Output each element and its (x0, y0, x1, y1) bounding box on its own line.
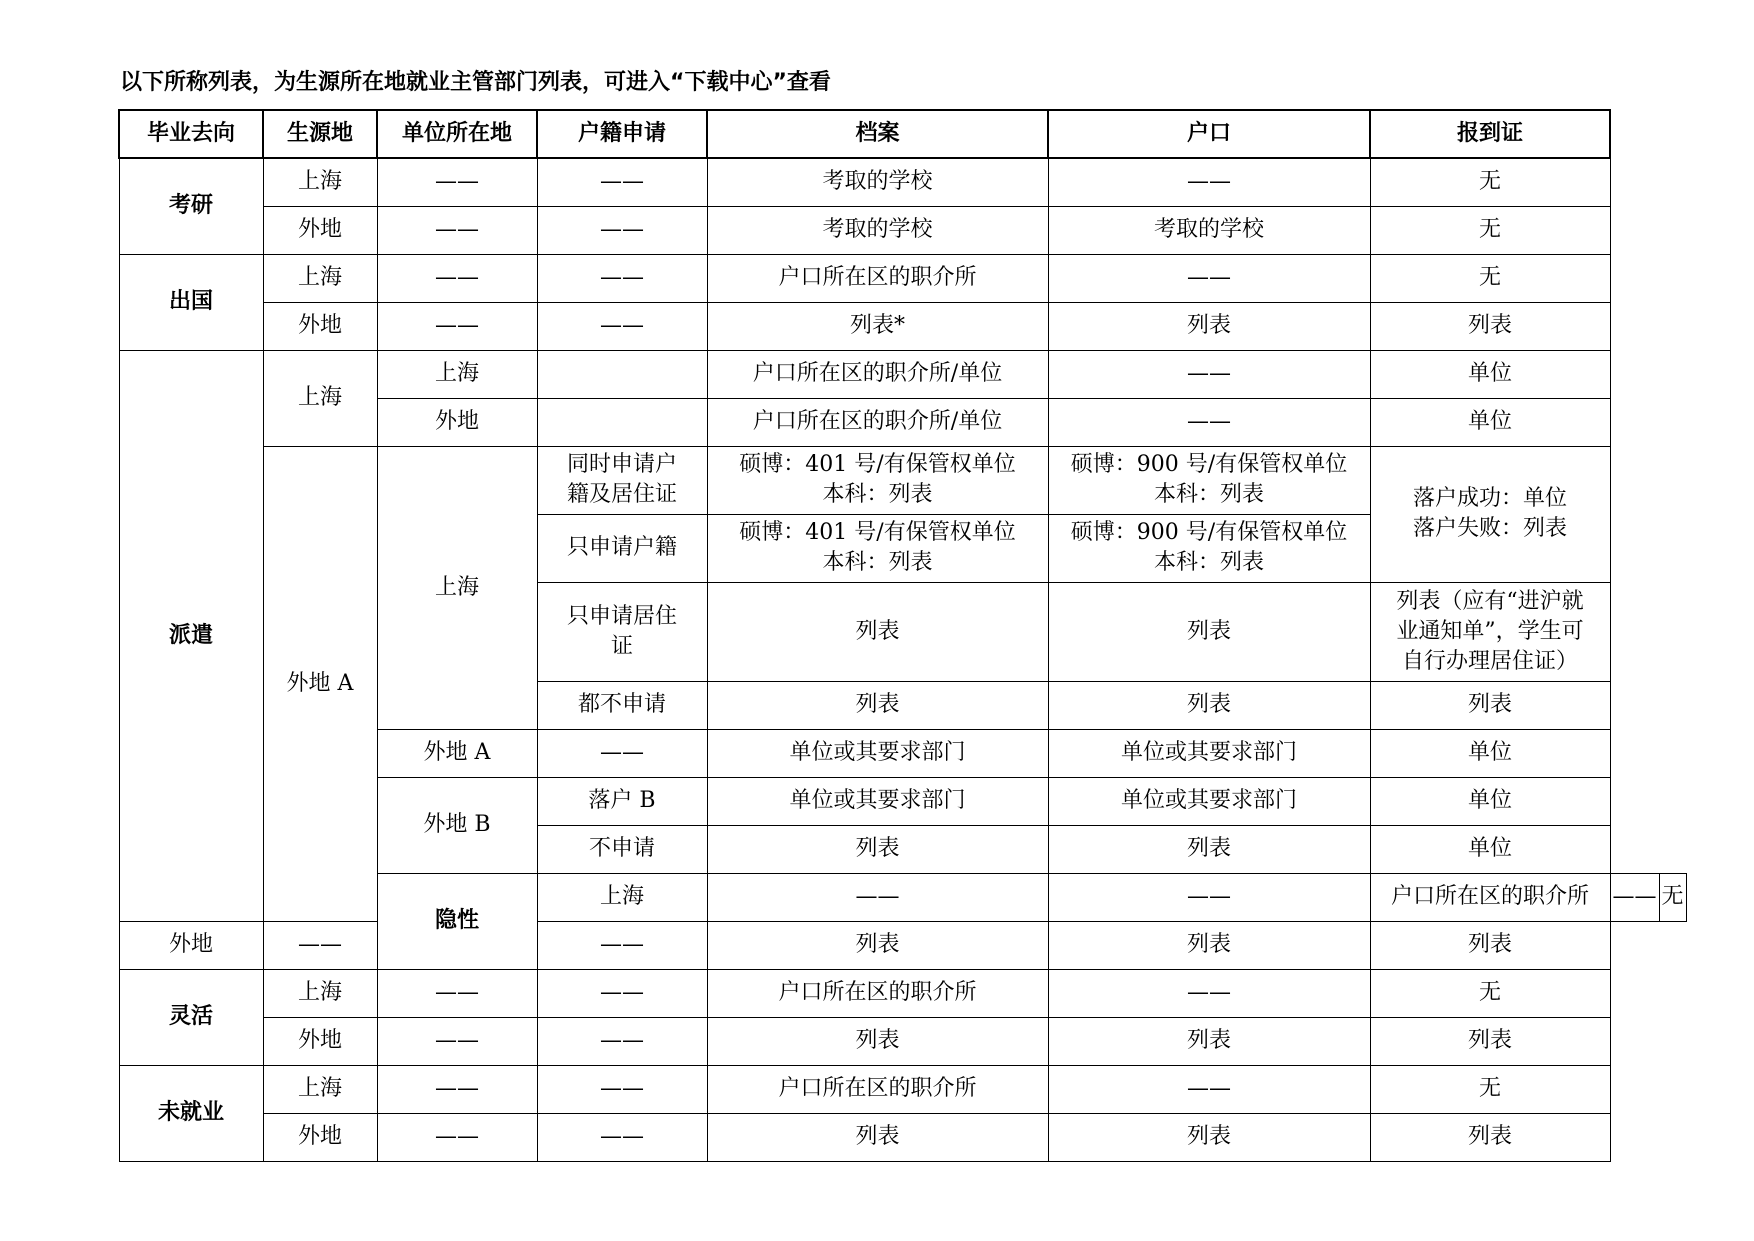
header-hukou-application: 户籍申请 (537, 110, 707, 158)
cell-unit: —— (263, 921, 377, 969)
cell-hukou: 列表 (1048, 582, 1370, 681)
cell-hukou-apply: —— (537, 1113, 707, 1161)
cell-report: 无 (1370, 158, 1610, 206)
cell-archive: 列表* (707, 302, 1048, 350)
cell-report: 单位 (1370, 825, 1610, 873)
cell-line: 本科：列表 (822, 550, 933, 575)
cell-hukou-apply (537, 582, 707, 681)
cell-archive: 户口所在区的职介所/单位 (707, 398, 1048, 446)
cell-line: 硕博：900 号/有保管权单位 (1070, 520, 1348, 545)
cell-hukou-apply: —— (537, 729, 707, 777)
cell-hukou-apply (537, 350, 707, 398)
cell-report (1370, 446, 1610, 582)
group-yinxing: 隐性 (377, 873, 537, 969)
group-weijiuye: 未就业 (119, 1065, 263, 1161)
table-row (119, 254, 1686, 302)
graduate-destination-table (118, 109, 1687, 1162)
cell-hukou: 列表 (1048, 825, 1370, 873)
cell-report: 列表 (1370, 681, 1610, 729)
cell-hukou-apply: —— (537, 921, 707, 969)
table-row (119, 969, 1686, 1017)
cell-archive (707, 514, 1048, 582)
cell-archive: 列表 (707, 1017, 1048, 1065)
cell-archive: 列表 (707, 825, 1048, 873)
cell-origin: 上海 (263, 969, 377, 1017)
cell-archive: 户口所在区的职介所/单位 (707, 350, 1048, 398)
cell-report: 无 (1370, 206, 1610, 254)
cell-unit: —— (377, 302, 537, 350)
group-paiqian: 派遣 (119, 350, 263, 921)
cell-hukou: —— (1610, 873, 1659, 921)
cell-report: 单位 (1370, 398, 1610, 446)
cell-origin: 外地 (119, 921, 263, 969)
cell-hukou: 列表 (1048, 1113, 1370, 1161)
cell-line: 本科：列表 (1153, 482, 1264, 507)
cell-hukou-apply: —— (537, 969, 707, 1017)
cell-hukou: 考取的学校 (1048, 206, 1370, 254)
cell-hukou: —— (1048, 398, 1370, 446)
cell-origin: 上海 (263, 158, 377, 206)
cell-line: 只申请居住 (566, 603, 677, 629)
cell-hukou: —— (1048, 1065, 1370, 1113)
cell-origin: 外地 A (263, 446, 377, 921)
cell-report: 单位 (1370, 350, 1610, 398)
cell-line: 业通知单”，学生可 (1396, 618, 1584, 644)
cell-origin: 外地 (263, 1017, 377, 1065)
cell-unit: 上海 (377, 350, 537, 398)
cell-unit: —— (377, 158, 537, 206)
cell-unit: 外地 (377, 398, 537, 446)
cell-line: 硕博：401 号/有保管权单位 (739, 520, 1016, 545)
cell-hukou-apply: 只申请户籍 (537, 514, 707, 582)
cell-line: 籍及居住证 (566, 482, 677, 507)
header-archive: 档案 (707, 110, 1048, 158)
cell-archive (707, 446, 1048, 514)
cell-archive: 考取的学校 (707, 206, 1048, 254)
cell-unit: 上海 (377, 446, 537, 729)
cell-hukou-apply: —— (537, 206, 707, 254)
table-row (119, 158, 1686, 206)
cell-unit: —— (377, 1113, 537, 1161)
cell-hukou: 单位或其要求部门 (1048, 729, 1370, 777)
cell-unit: —— (377, 254, 537, 302)
cell-report: 列表 (1370, 1113, 1610, 1161)
cell-hukou: 单位或其要求部门 (1048, 777, 1370, 825)
cell-hukou-apply: —— (537, 158, 707, 206)
cell-report: 无 (1370, 254, 1610, 302)
group-linghuo: 灵活 (119, 969, 263, 1065)
cell-hukou (1048, 514, 1370, 582)
cell-line: 硕博：401 号/有保管权单位 (739, 452, 1016, 477)
cell-report: 列表 (1370, 1017, 1610, 1065)
cell-hukou: —— (1048, 350, 1370, 398)
header-report-card: 报到证 (1370, 110, 1610, 158)
cell-report: 无 (1370, 1065, 1610, 1113)
cell-hukou-apply: 不申请 (537, 825, 707, 873)
cell-archive: 户口所在区的职介所 (707, 969, 1048, 1017)
cell-line: 同时申请户 (566, 452, 677, 477)
cell-origin: 外地 (263, 302, 377, 350)
cell-line: 硕博：900 号/有保管权单位 (1070, 452, 1348, 477)
cell-hukou-apply (537, 446, 707, 514)
table-row (119, 446, 1686, 514)
cell-unit: —— (377, 1017, 537, 1065)
cell-report: 列表 (1370, 921, 1610, 969)
cell-origin: 外地 (263, 206, 377, 254)
group-chuguo: 出国 (119, 254, 263, 350)
header-unit-location: 单位所在地 (377, 110, 537, 158)
cell-unit: —— (377, 969, 537, 1017)
cell-hukou (1048, 446, 1370, 514)
header-hukou: 户口 (1048, 110, 1370, 158)
cell-origin: 上海 (263, 254, 377, 302)
cell-hukou-apply: 落户 B (537, 777, 707, 825)
cell-line: 本科：列表 (1153, 550, 1264, 575)
cell-archive: 列表 (707, 681, 1048, 729)
cell-archive: 单位或其要求部门 (707, 729, 1048, 777)
cell-hukou-apply (537, 398, 707, 446)
cell-archive: 列表 (707, 1113, 1048, 1161)
cell-line: 落户失败：列表 (1412, 516, 1567, 541)
cell-origin: 外地 (263, 1113, 377, 1161)
table-row (119, 302, 1686, 350)
cell-hukou-apply: —— (537, 302, 707, 350)
cell-unit: —— (707, 873, 1048, 921)
cell-archive: 单位或其要求部门 (707, 777, 1048, 825)
cell-hukou: 列表 (1048, 1017, 1370, 1065)
table-row (119, 1065, 1686, 1113)
table-row (119, 350, 1686, 398)
cell-origin: 上海 (263, 350, 377, 446)
cell-hukou-apply: —— (537, 1017, 707, 1065)
cell-report: 列表 (1370, 302, 1610, 350)
cell-line: 列表（应有“进沪就 (1396, 588, 1584, 614)
table-row (119, 921, 1686, 969)
cell-archive: 户口所在区的职介所 (707, 1065, 1048, 1113)
table-row (119, 206, 1686, 254)
cell-hukou: 列表 (1048, 302, 1370, 350)
cell-hukou-apply: —— (537, 1065, 707, 1113)
cell-archive: 户口所在区的职介所 (1370, 873, 1610, 921)
cell-hukou: 列表 (1048, 681, 1370, 729)
cell-hukou: —— (1048, 254, 1370, 302)
cell-unit: —— (377, 206, 537, 254)
cell-unit: 外地 B (377, 777, 537, 873)
header-origin: 生源地 (263, 110, 377, 158)
cell-hukou-apply: 都不申请 (537, 681, 707, 729)
cell-archive: 列表 (707, 921, 1048, 969)
cell-line: 证 (610, 633, 633, 659)
cell-report (1370, 582, 1610, 681)
cell-report: 单位 (1370, 777, 1610, 825)
cell-archive: 考取的学校 (707, 158, 1048, 206)
cell-report: 单位 (1370, 729, 1610, 777)
cell-line: 落户成功：单位 (1412, 486, 1567, 511)
cell-origin: 上海 (537, 873, 707, 921)
table-row (119, 1017, 1686, 1065)
group-kaoyan: 考研 (119, 158, 263, 254)
cell-origin: 上海 (263, 1065, 377, 1113)
cell-report: 无 (1659, 873, 1686, 921)
cell-hukou: —— (1048, 158, 1370, 206)
header-row (119, 110, 1686, 158)
cell-hukou-apply: —— (537, 254, 707, 302)
cell-line: 自行办理居住证） (1401, 648, 1578, 674)
cell-unit: 外地 A (377, 729, 537, 777)
cell-report: 无 (1370, 969, 1610, 1017)
cell-archive: 户口所在区的职介所 (707, 254, 1048, 302)
cell-line: 本科：列表 (822, 482, 933, 507)
table-note: 以下所称列表，为生源所在地就业主管部门列表，可进入“下载中心”查看 (120, 70, 831, 95)
cell-unit: —— (377, 1065, 537, 1113)
header-destination: 毕业去向 (119, 110, 263, 158)
cell-hukou: 列表 (1048, 921, 1370, 969)
cell-hukou-apply: —— (1048, 873, 1370, 921)
cell-hukou: —— (1048, 969, 1370, 1017)
table-row (119, 1113, 1686, 1161)
cell-archive: 列表 (707, 582, 1048, 681)
